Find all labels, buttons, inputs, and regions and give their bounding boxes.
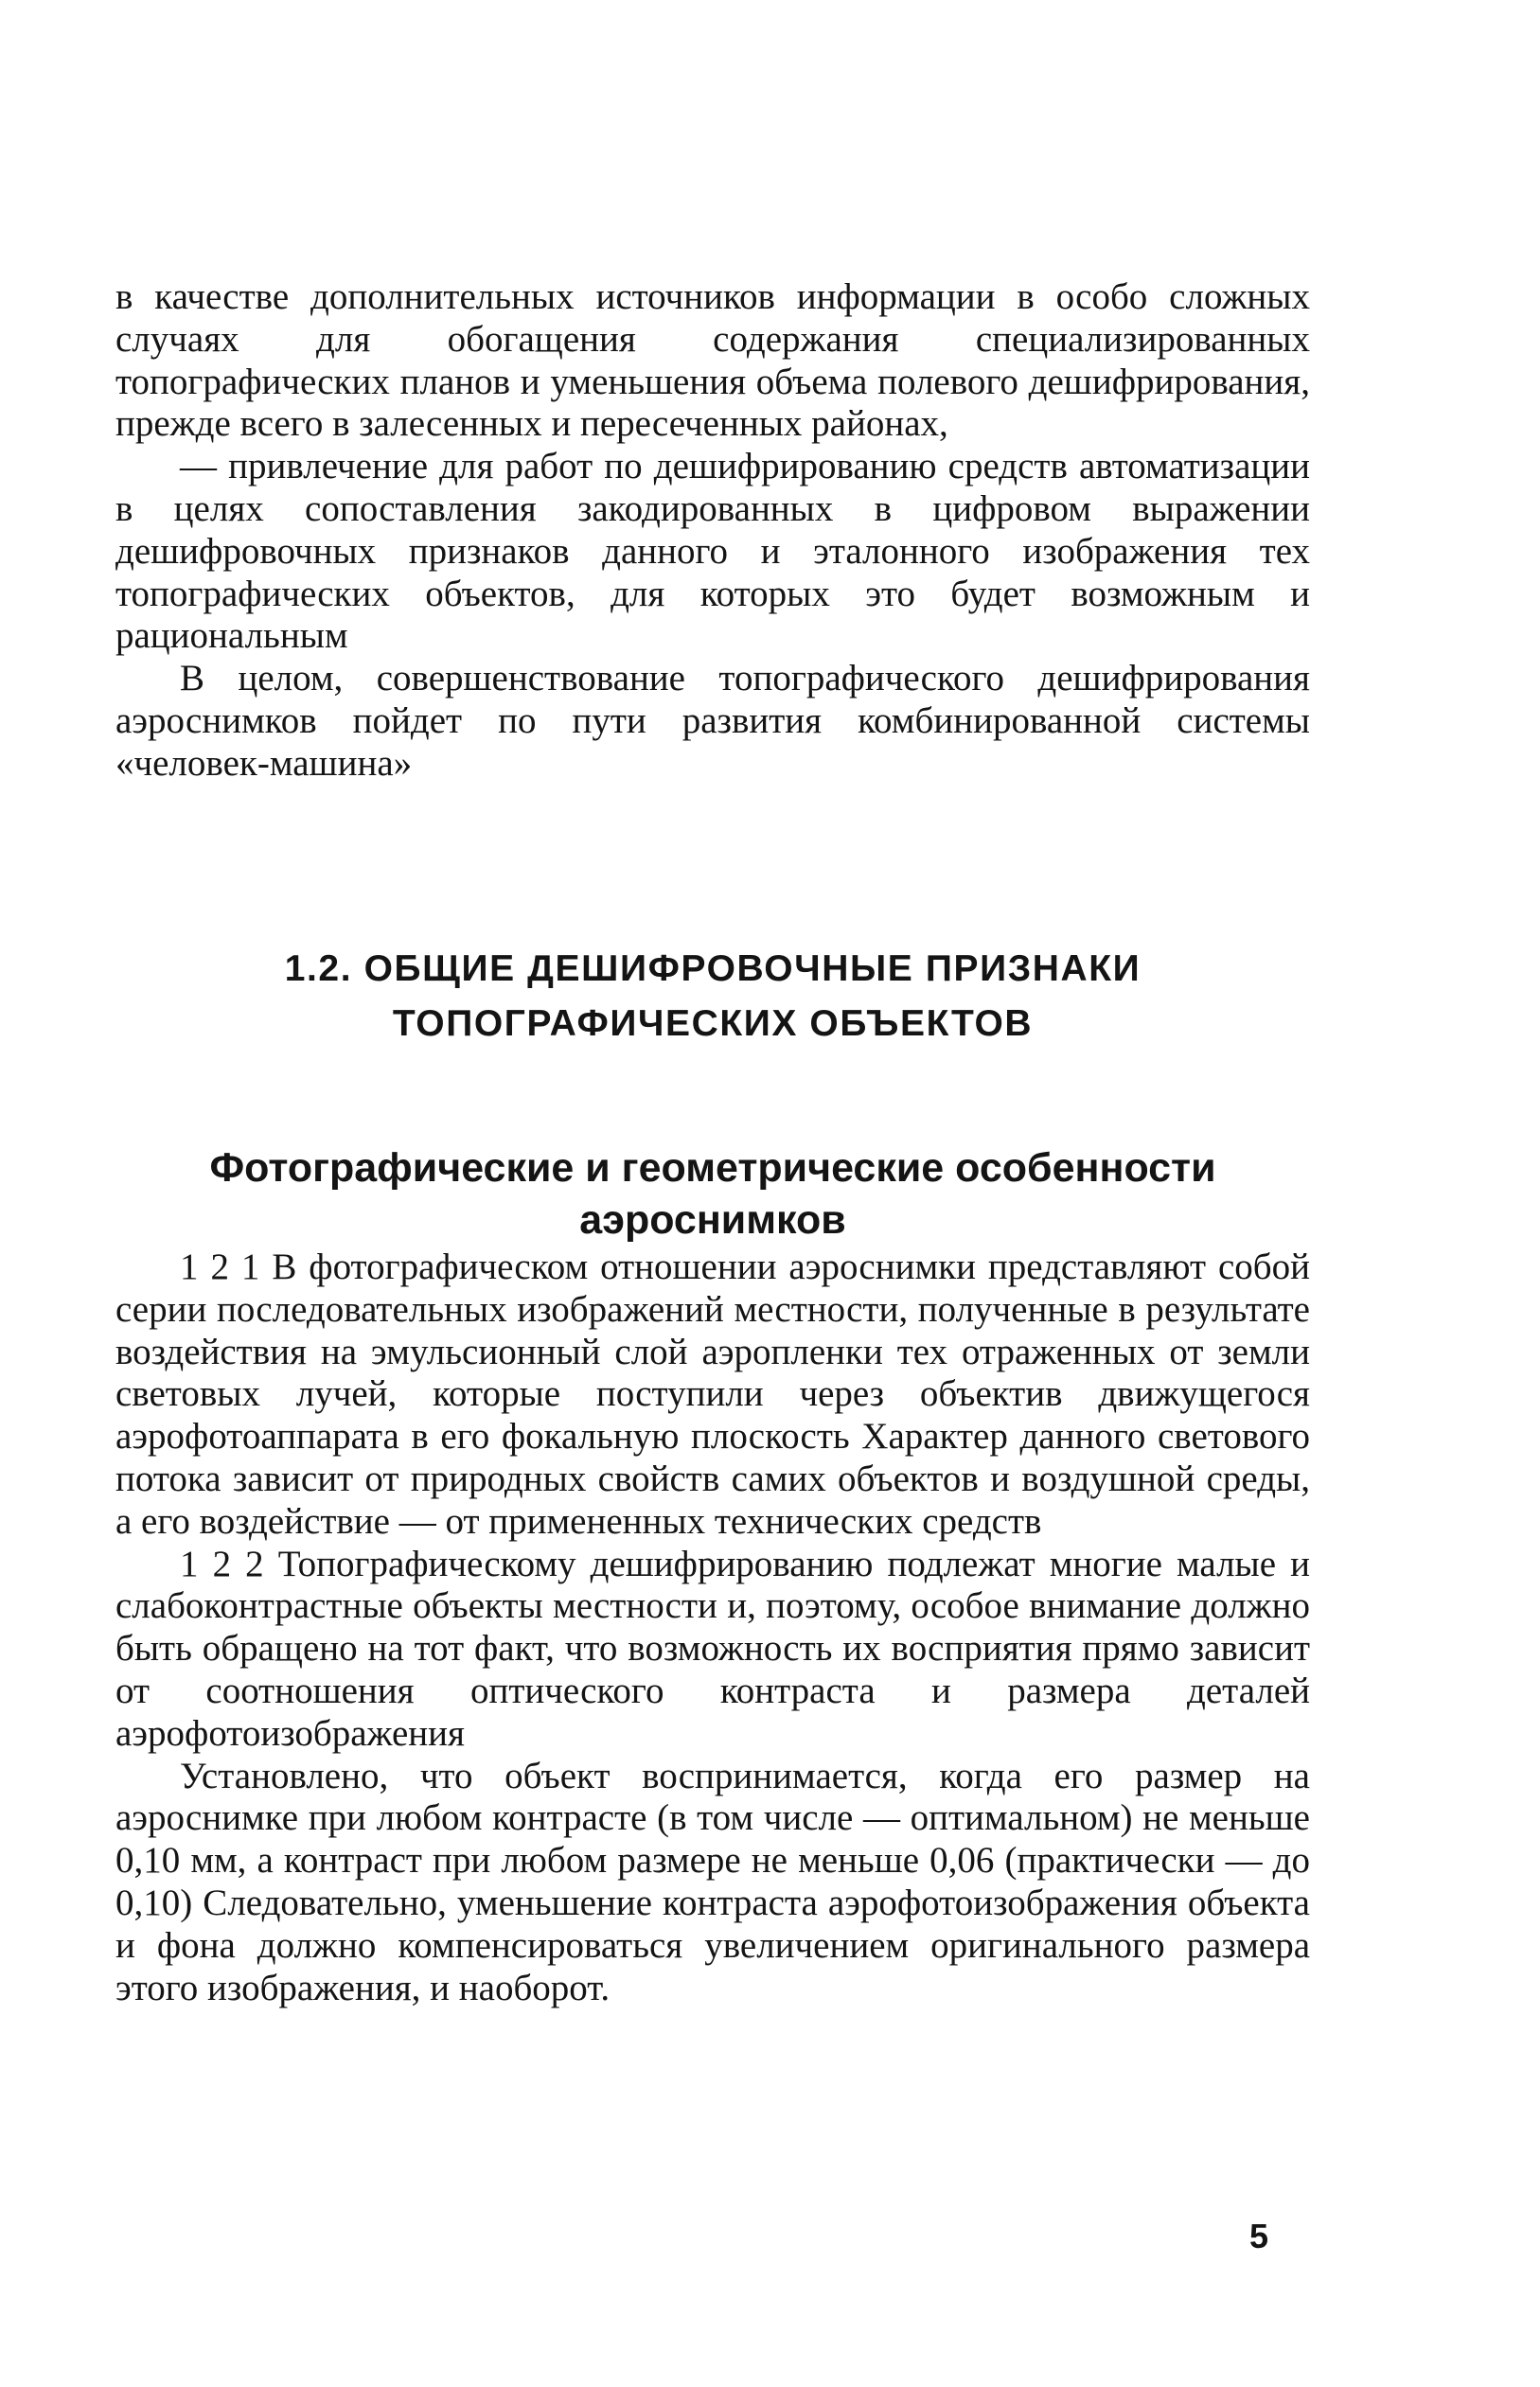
paragraph-summary: В целом, совершенствование топографического дешифрирования аэроснимков пойдет по пути развития комбинированной системы «человек-машина» <box>115 658 1310 784</box>
section-body-text <box>115 1247 1310 2009</box>
section-heading <box>115 942 1310 1052</box>
subsection-heading-line-1: Фотографические и геометрические особенности <box>209 1145 1216 1191</box>
paragraph-additional-sources: в качестве дополнительных источников информации в особо сложных случаях для обогащения содержания специализированных топографических планов и уменьшения объема полевого дешифрирования, прежде всего в залесенных и пересеченных районах, <box>115 276 1310 445</box>
paragraph-automation: — привлечение для работ по дешифрированию средств автоматизации в целях сопоставления закодированных в цифровом выражении дешифровочных признаков данного и эталонного изображения тех топографических объектов, для которых это будет возможным и рациональным <box>115 446 1310 657</box>
paragraph-established: Установлено, что объект воспринимается, когда его размер на аэроснимке при любом контрасте (в том числе — оптимальном) не меньше 0,10 мм, а контраст при любом размере не меньше 0,06 (практически — до 0,10) Следовательно, уменьшение контраста аэрофотоизображения объекта и фона должно компенсироваться увеличением оригинального размера этого изображения, и наоборот. <box>115 1755 1310 2008</box>
paragraph-1-2-2: 1 2 2 Топографическому дешифрированию подлежат многие малые и слабоконтрастные объекты местности и, поэтому, особое внимание должно быть обращено на тот факт, что возможность их восприятия прямо зависит от соотношения оптического контраста и размера деталей аэрофотоизображения <box>115 1543 1310 1754</box>
paragraph-1-2-1: 1 2 1 В фотографическом отношении аэроснимки представляют собой серии последовательных изображений местности, полученные в результате воздействия на эмульсионный слой аэропленки тех отраженных от земли световых лучей, которые поступили через объектив движущегося аэрофотоаппарата в его фокальную плоскость Характер данного светового потока зависит от природных свойств самих объектов и воздушной среды, а его воздействие — от примененных технических средств <box>115 1247 1310 1542</box>
subsection-heading <box>115 1142 1310 1247</box>
section-heading-line-1: 1.2. ОБЩИЕ ДЕШИФРОВОЧНЫЕ ПРИЗНАКИ <box>284 948 1142 990</box>
section-heading-line-2: ТОПОГРАФИЧЕСКИХ ОБЪЕКТОВ <box>392 1003 1034 1045</box>
subsection-heading-line-2: аэроснимков <box>579 1197 846 1243</box>
continued-text-block <box>115 276 1310 786</box>
page-number: 5 <box>1249 2217 1269 2255</box>
